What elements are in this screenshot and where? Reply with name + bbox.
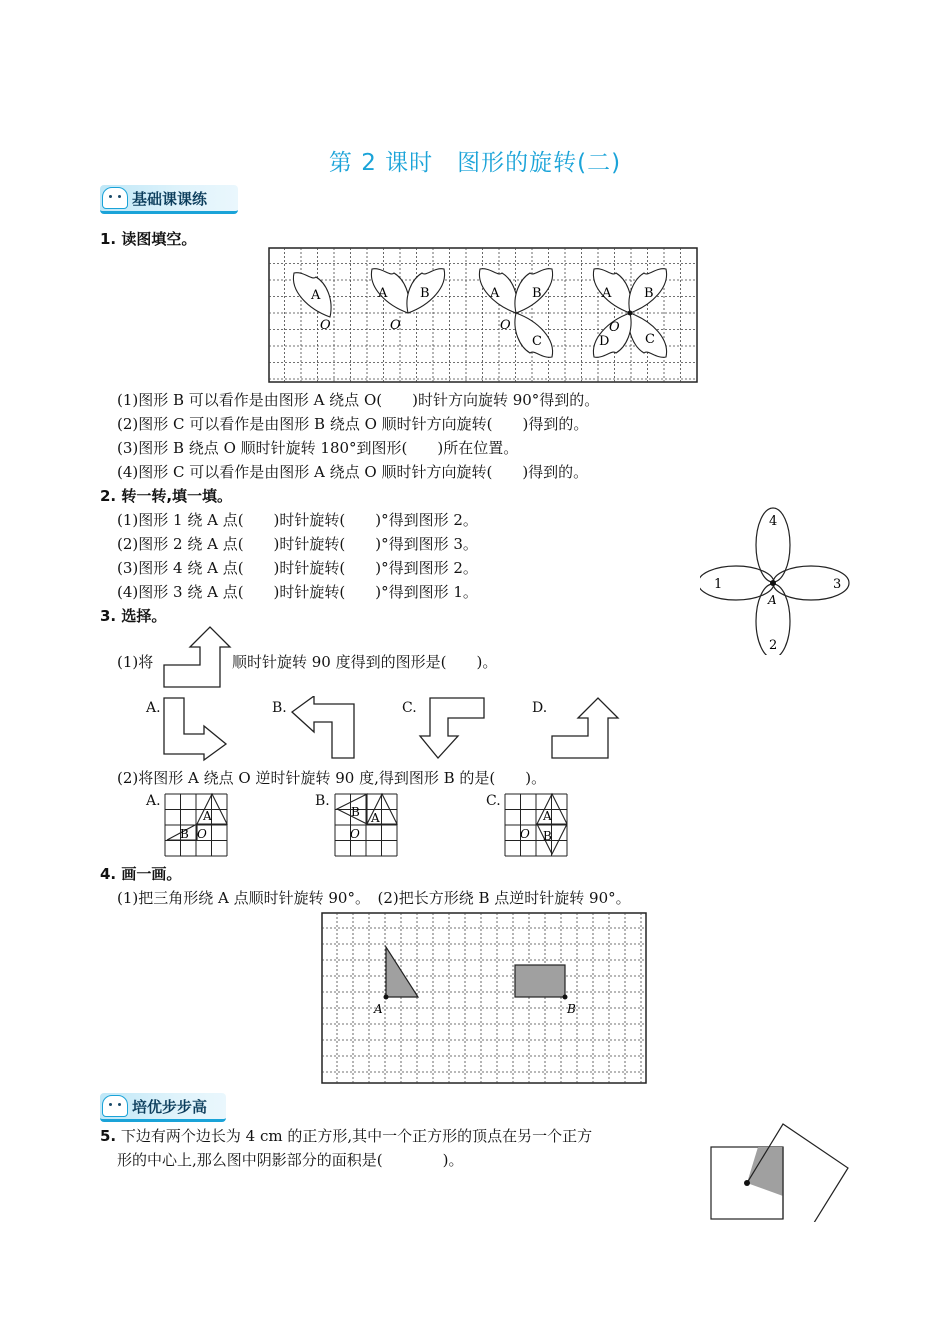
svg-text:B: B — [543, 829, 552, 843]
point-b — [563, 995, 568, 1000]
q5-overlapping-squares — [708, 1122, 853, 1222]
q3-p2-option-a-label: A. — [146, 793, 161, 809]
q3-part2: (2)将图形 A 绕点 O 逆时针旋转 90 度,得到图形 B 的是( )。 — [117, 769, 547, 787]
q1-line-4: (4)图形 C 可以看作是由图形 A 绕点 O 顺时针方向旋转( )得到的。 — [117, 463, 589, 481]
q3-option-a-label: A. — [146, 700, 161, 716]
q3-part1-suffix: 顺时针旋转 90 度得到的图形是( )。 — [232, 653, 498, 671]
point-a — [384, 995, 389, 1000]
q2-line-3: (3)图形 4 绕 A 点( )时针旋转( )°得到图形 2。 — [117, 559, 478, 577]
q3-option-d-shape — [548, 696, 620, 762]
svg-text:O: O — [197, 827, 207, 841]
triangle-shape — [386, 947, 418, 997]
page-title: 第 2 课时 图形的旋转(二) — [328, 150, 622, 176]
svg-text:O: O — [350, 827, 360, 841]
svg-text:A: A — [203, 809, 212, 823]
svg-text:C: C — [532, 334, 542, 349]
q3-p2-option-c-label: C. — [486, 793, 501, 809]
q3-option-b-shape — [288, 696, 360, 762]
q1-flower-grid — [268, 247, 698, 383]
point-b-label: B — [567, 1002, 576, 1016]
q3-option-c-shape — [418, 696, 490, 762]
mascot-icon — [102, 1095, 128, 1117]
q3-p2-option-b-label: B. — [315, 793, 330, 809]
svg-text:C: C — [645, 332, 655, 347]
svg-text:D: D — [599, 334, 610, 349]
svg-text:B: B — [351, 805, 360, 819]
section-banner-advanced — [100, 1093, 226, 1122]
petal-3-label: 3 — [833, 577, 842, 592]
q2-line-2: (2)图形 2 绕 A 点( )时针旋转( )°得到图形 3。 — [117, 535, 478, 553]
q3-original-shape — [160, 625, 232, 691]
q3-p2-grid-b — [333, 792, 399, 858]
banner-label: 基础课课练 — [132, 190, 208, 208]
petal-1-label: 1 — [714, 577, 723, 592]
rectangle-shape — [515, 965, 565, 997]
svg-text:A: A — [490, 286, 500, 301]
q2-line-4: (4)图形 3 绕 A 点( )时针旋转( )°得到图形 1。 — [117, 583, 478, 601]
point-a-label: A — [374, 1002, 383, 1016]
svg-text:B: B — [644, 286, 654, 301]
svg-text:O: O — [520, 827, 530, 841]
q3-option-c-label: C. — [402, 700, 417, 716]
q3-p2-grid-c — [503, 792, 569, 858]
question-3-heading: 3. 选择。 — [100, 607, 167, 625]
q1-line-3: (3)图形 B 绕点 O 顺时针旋转 180°到图形( )所在位置。 — [117, 439, 519, 457]
petal-4-label: 4 — [769, 514, 778, 529]
label-O: O — [320, 318, 331, 333]
petal-2-label: 2 — [769, 638, 778, 653]
label-A: A — [311, 288, 321, 303]
q2-line-1: (1)图形 1 绕 A 点( )时针旋转( )°得到图形 2。 — [117, 511, 478, 529]
question-4-heading: 4. 画一画。 — [100, 865, 182, 883]
question-1-heading: 1. 读图填空。 — [100, 230, 197, 248]
center-point — [744, 1180, 750, 1186]
q5-line-1: 5. 下边有两个边长为 4 cm 的正方形,其中一个正方形的顶点在另一个正方 — [100, 1127, 593, 1145]
q3-option-a-shape — [160, 696, 232, 762]
q4-drawing-grid — [321, 912, 647, 1084]
svg-text:O: O — [390, 318, 401, 333]
svg-text:A: A — [543, 809, 552, 823]
svg-text:A: A — [371, 811, 380, 825]
svg-text:A: A — [602, 286, 612, 301]
svg-text:O: O — [609, 320, 620, 335]
question-2-heading: 2. 转一转,填一填。 — [100, 487, 233, 505]
svg-text:A: A — [378, 286, 388, 301]
q3-option-b-label: B. — [272, 700, 287, 716]
q1-line-1: (1)图形 B 可以看作是由图形 A 绕点 O( )时针方向旋转 90°得到的。 — [117, 391, 600, 409]
svg-text:B: B — [180, 827, 189, 841]
section-banner-basic — [100, 185, 238, 214]
q5-line-2: 形的中心上,那么图中阴影部分的面积是( )。 — [117, 1151, 464, 1169]
q3-option-d-label: D. — [532, 700, 548, 716]
q3-p2-grid-a — [163, 792, 229, 858]
q4-instruction: (1)把三角形绕 A 点顺时针旋转 90°。 (2)把长方形绕 B 点逆时针旋转 90°。 — [117, 889, 631, 907]
svg-text:O: O — [500, 318, 511, 333]
mascot-icon — [102, 187, 128, 209]
svg-text:B: B — [532, 286, 542, 301]
svg-text:B: B — [420, 286, 430, 301]
banner-label: 培优步步高 — [132, 1098, 208, 1116]
q2-petal-figure — [700, 505, 860, 655]
q3-part1-prefix: (1)将 — [117, 653, 154, 671]
center-A-label: A — [768, 593, 777, 607]
q1-line-2: (2)图形 C 可以看作是由图形 B 绕点 O 顺时针方向旋转( )得到的。 — [117, 415, 589, 433]
